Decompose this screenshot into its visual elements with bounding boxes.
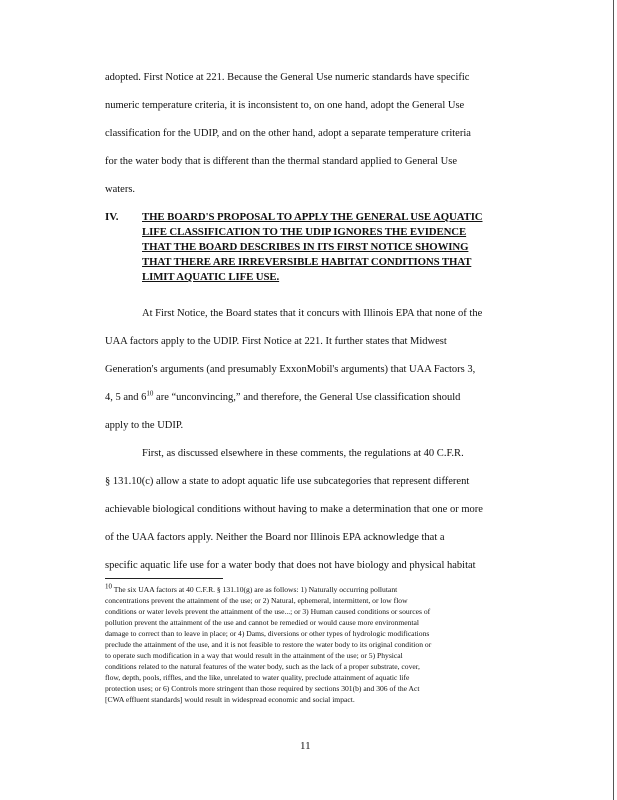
- footnote-line: concentrations prevent the attainment of the use; or 2) Natural, ephemeral, intermittent, or low flow: [105, 596, 408, 605]
- paragraph-1-line: classification for the UDIP, and on the other hand, adopt a separate temperature criteria: [105, 128, 471, 139]
- footnote-line: [CWA effluent standards] would result in widespread economic and social impact.: [105, 695, 355, 704]
- footnote-line: protection uses; or 6) Controls more stringent than those required by sections 301(b) and 306 of the Act: [105, 684, 420, 693]
- paragraph-2-line: At First Notice, the Board states that it concurs with Illinois EPA that none of the: [142, 308, 483, 319]
- paragraph-1-line: numeric temperature criteria, it is inconsistent to, on one hand, adopt the General Use: [105, 100, 465, 111]
- section-heading-line: THE BOARD'S PROPOSAL TO APPLY THE GENERAL USE AQUATIC: [142, 211, 483, 223]
- footnote-line: preclude the attainment of the use, and it is not feasible to restore the water body to its original condition or: [105, 640, 432, 649]
- section-heading-line: LIMIT AQUATIC LIFE USE.: [142, 271, 280, 283]
- footnote-line: conditions or water levels prevent the attainment of the use...; or 3) Human caused conditions or sources of: [105, 607, 431, 616]
- paragraph-2-line: Generation's arguments (and presumably ExxonMobil's arguments) that UAA Factors 3,: [105, 364, 476, 375]
- footnote-line: [105, 582, 398, 595]
- page-number: 11: [300, 740, 311, 752]
- section-number: IV.: [105, 211, 119, 223]
- footnote-line: conditions related to the natural features of the water body, such as the lack of a proper substrate, cover,: [105, 662, 420, 671]
- paragraph-2-line: apply to the UDIP.: [105, 420, 184, 431]
- section-heading-line: LIFE CLASSIFICATION TO THE UDIP IGNORES THE EVIDENCE: [142, 226, 467, 238]
- paragraph-1-line: adopted. First Notice at 221. Because the General Use numeric standards have specific: [105, 72, 470, 83]
- footnote-line: pollution prevent the attainment of the use and cannot be remedied or would cause more environmental: [105, 618, 419, 627]
- footnote-separator: [105, 578, 223, 579]
- paragraph-2-line4-end: are “unconvincing,” and therefore, the General Use classification should: [153, 392, 461, 403]
- paragraph-3-line: specific aquatic life use for a water body that does not have biology and physical habitat: [105, 560, 476, 571]
- paragraph-1-line: for the water body that is different than the thermal standard applied to General Use: [105, 156, 458, 167]
- footnote-line-text: The six UAA factors at 40 C.F.R. § 131.10(g) are as follows: 1) Naturally occurring pollutant: [112, 585, 398, 594]
- section-heading-line: THAT THE BOARD DESCRIBES IN ITS FIRST NOTICE SHOWING: [142, 241, 469, 253]
- footnote-number: 10: [105, 582, 112, 591]
- paragraph-3-line: of the UAA factors apply. Neither the Board nor Illinois EPA acknowledge that a: [105, 532, 445, 543]
- footnote-reference: 10: [146, 389, 154, 398]
- footnote-line: to operate such modification in a way that would result in the attainment of the use; or 5) Physical: [105, 651, 403, 660]
- paragraph-1-line: waters.: [105, 184, 136, 195]
- paragraph-3-line: § 131.10(c) allow a state to adopt aquatic life use subcategories that represent different: [105, 476, 470, 487]
- page-edge: [613, 0, 614, 800]
- paragraph-3-line: First, as discussed elsewhere in these comments, the regulations at 40 C.F.R.: [142, 448, 464, 459]
- footnote-line: flow, depth, pools, riffles, and the like, unrelated to water quality, preclude attainment of aquatic life: [105, 673, 410, 682]
- paragraph-3-line: achievable biological conditions without having to make a determination that one or more: [105, 504, 483, 515]
- paragraph-2-line4-start: 4, 5 and 6: [105, 392, 147, 403]
- paragraph-2-line: UAA factors apply to the UDIP. First Notice at 221. It further states that Midwest: [105, 336, 447, 347]
- section-heading-line: THAT THERE ARE IRREVERSIBLE HABITAT CONDITIONS THAT: [142, 256, 472, 268]
- footnote-line: damage to correct than to leave in place; or 4) Dams, diversions or other types of hydrologic modifications: [105, 629, 430, 638]
- paragraph-2-line: [105, 391, 460, 404]
